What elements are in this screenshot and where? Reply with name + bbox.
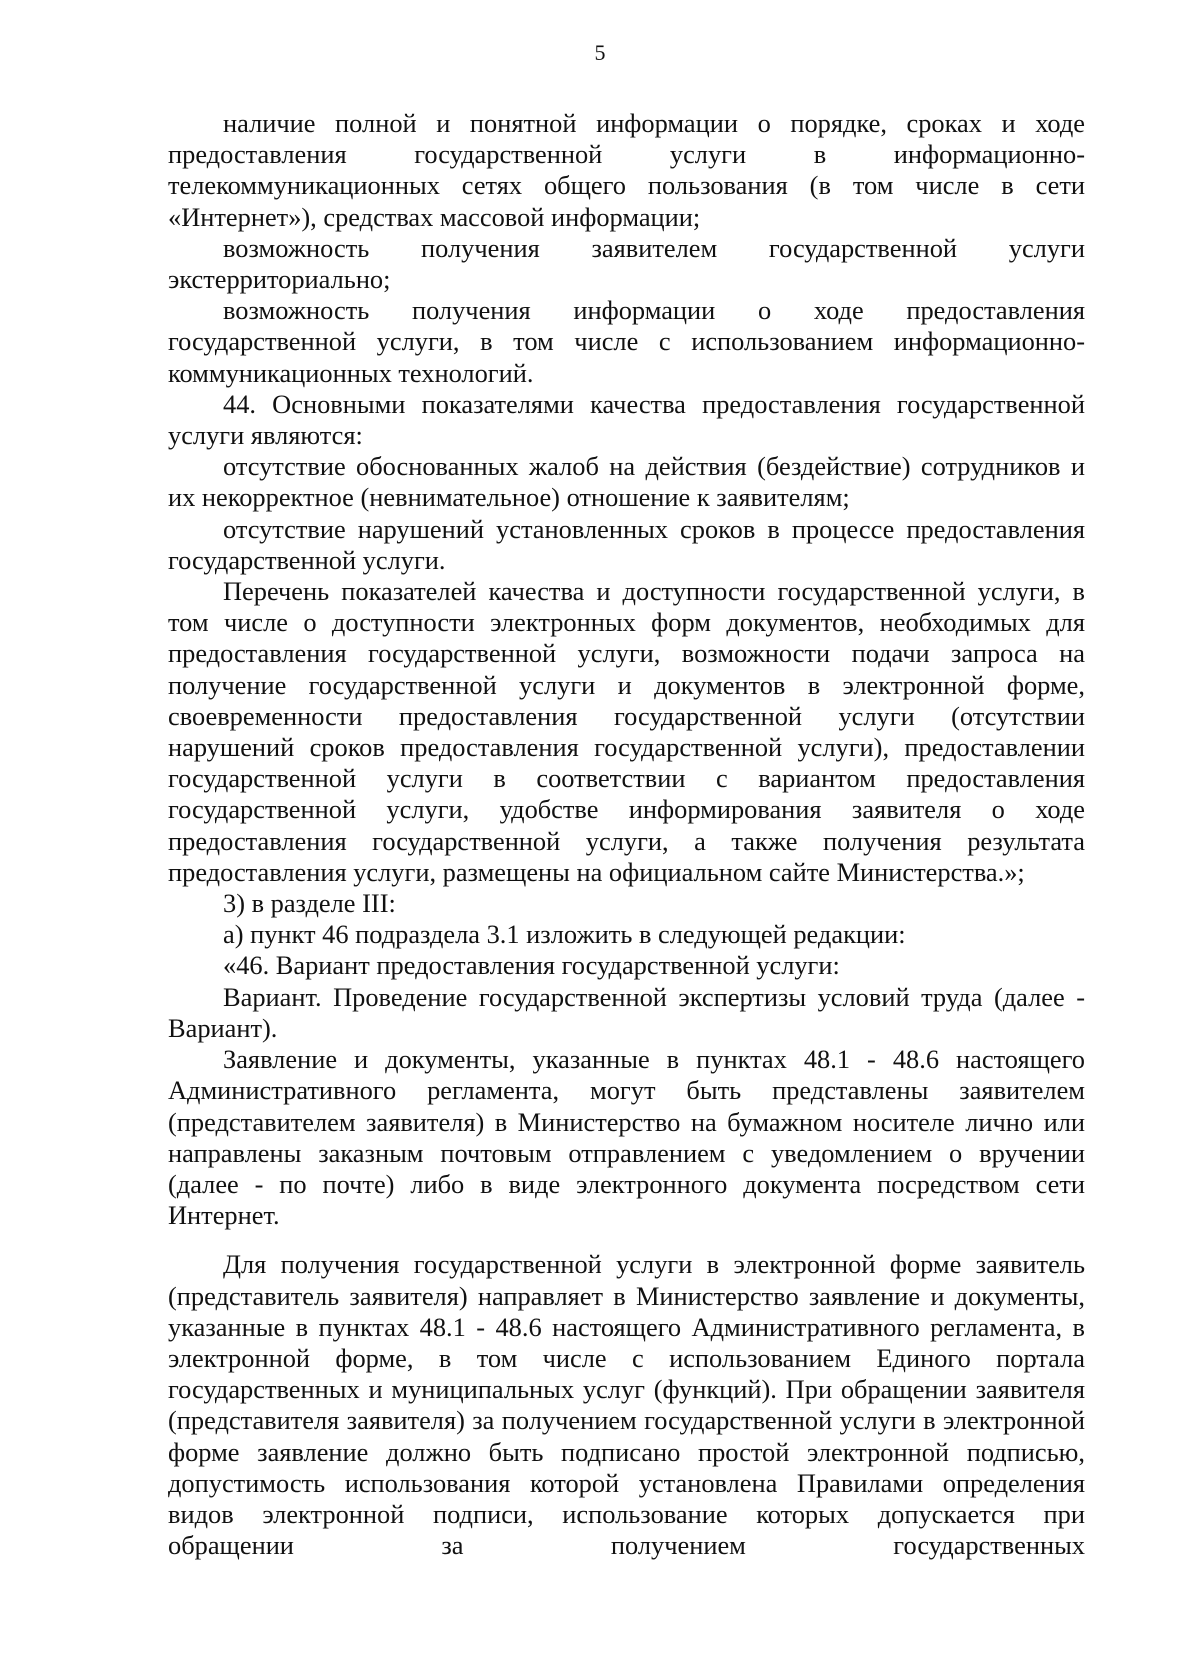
page-number: 5 xyxy=(594,40,606,65)
paragraph-item-46: а) пункт 46 подраздела 3.1 изложить в следующей редакции: xyxy=(223,919,906,950)
paragraph-indicators-list: Перечень показателей качества и доступности государственной услуги, в том числе о доступности электронных форм документов, необходимых для предоставления государственной услуги, возможности подачи запроса на получение государственной услуги и документов в электронной форме, своевременности предоставления государственной услуги (отсутствии нарушений сроков предоставления государственной услуги), предоставлении государственной услуги в соответствии с вариантом предоставления государственной услуги, удобстве информирования заявителя о ходе предоставления государственной услуги, а также получения результата предоставления услуги, размещены на официальном сайте Министерства.»; xyxy=(168,576,1085,887)
paragraph-electronic-form: Для получения государственной услуги в электронной форме заявитель (представитель заявителя) направляет в Министерство заявление и документы, указанные в пунктах 48.1 - 48.6 настоящего Административного регламента, в электронной форме, в том числе с использованием Единого портала государственных и муниципальных услуг (функций). При обращении заявителя (представителя заявителя) за получением государственной услуги в электронной форме заявление должно быть подписано простой электронной подписью, допустимость использования которой установлена Правилами определения видов электронной подписи, использование которых допускается при обращении за получением государственных xyxy=(168,1249,1085,1561)
paragraph-application-submission: Заявление и документы, указанные в пунктах 48.1 - 48.6 настоящего Административного регламента, могут быть представлены заявителем (представителем заявителя) в Министерство на бумажном носителе лично или направлены заказным почтовым отправлением с уведомлением о вручении (далее - по почте) либо в виде электронного документа посредством сети Интернет. xyxy=(168,1044,1085,1231)
paragraph-no-violations: отсутствие нарушений установленных сроков в процессе предоставления государственной услуги. xyxy=(168,513,1085,575)
paragraph-variant-heading: «46. Вариант предоставления государственной услуги: xyxy=(223,950,840,981)
paragraph-info-availability: наличие полной и понятной информации о порядке, сроках и ходе предоставления государственной услуги в информационно-телекоммуникационных сетях общего пользования (в том числе в сети «Интернет»), средствах массовой информации; xyxy=(168,108,1085,232)
document-body xyxy=(168,108,1085,1561)
paragraph-section-3: 3) в разделе III: xyxy=(223,888,396,919)
paragraph-44: 44. Основными показателями качества предоставления государственной услуги являются: xyxy=(168,388,1085,451)
paragraph-progress-info: возможность получения информации о ходе предоставления государственной услуги, в том числе с использованием информационно-коммуникационных технологий. xyxy=(168,295,1085,388)
paragraph-no-complaints: отсутствие обоснованных жалоб на действия (бездействие) сотрудников и их некорректное (невнимательное) отношение к заявителям; xyxy=(168,451,1085,513)
paragraph-variant: Вариант. Проведение государственной экспертизы условий труда (далее - Вариант). xyxy=(168,981,1085,1043)
paragraph-extraterritorial: возможность получения заявителем государственной услуги экстерриториально; xyxy=(168,232,1085,295)
